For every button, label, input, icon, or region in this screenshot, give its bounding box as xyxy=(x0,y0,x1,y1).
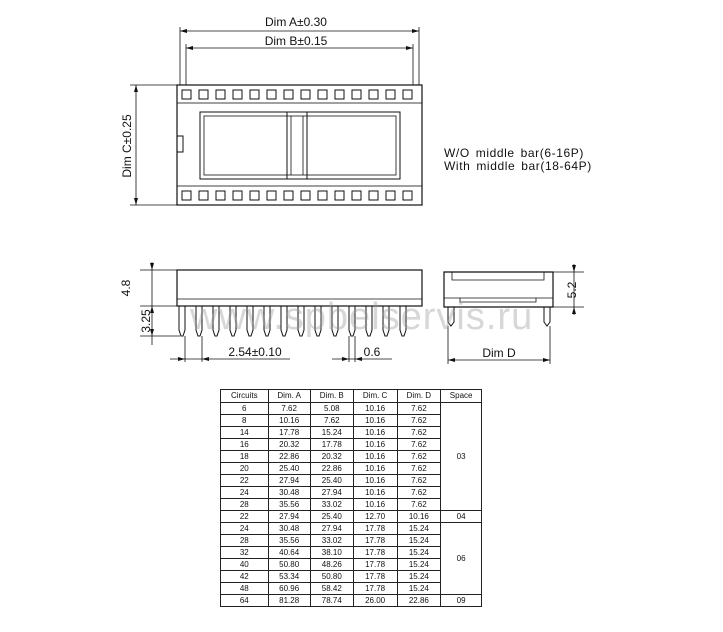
header-dim-b: Dim. B xyxy=(310,390,353,403)
cell: 26.00 xyxy=(353,595,397,607)
contact xyxy=(250,90,259,99)
cell: 10.16 xyxy=(353,463,397,475)
table-row xyxy=(221,595,482,607)
contact xyxy=(318,90,327,99)
cell: 7.62 xyxy=(397,415,441,427)
cell: 24 xyxy=(221,523,269,535)
cell: 28 xyxy=(221,499,269,511)
cell: 22.86 xyxy=(397,595,441,607)
contact xyxy=(403,90,412,99)
cell: 42 xyxy=(221,571,269,583)
cell: 40.64 xyxy=(268,547,310,559)
cell: 38.10 xyxy=(310,547,353,559)
cell: 10.16 xyxy=(353,499,397,511)
contact xyxy=(352,191,361,200)
table-row xyxy=(221,511,482,523)
contact xyxy=(182,191,191,200)
cell: 27.94 xyxy=(268,475,310,487)
cell: 17.78 xyxy=(353,523,397,535)
contact xyxy=(335,191,344,200)
cell: 18 xyxy=(221,451,269,463)
cell: 17.78 xyxy=(353,547,397,559)
contact xyxy=(250,191,259,200)
cell: 78.74 xyxy=(310,595,353,607)
cell: 10.16 xyxy=(353,487,397,499)
cell: 50.80 xyxy=(268,559,310,571)
cell: 22.86 xyxy=(268,451,310,463)
cell: 28 xyxy=(221,535,269,547)
dim-c-label: Dim C±0.25 xyxy=(120,114,134,178)
dim-b-label: Dim B±0.15 xyxy=(264,34,328,48)
contact xyxy=(301,90,310,99)
contact xyxy=(335,90,344,99)
cell: 32 xyxy=(221,547,269,559)
header-dim-c: Dim. C xyxy=(353,390,397,403)
cell: 15.24 xyxy=(397,547,441,559)
cell: 22 xyxy=(221,475,269,487)
contact xyxy=(233,90,242,99)
note-line-2: With middle bar(18-64P) xyxy=(444,159,592,173)
pitch-label: 2.54±0.10 xyxy=(228,345,282,359)
contact xyxy=(386,191,395,200)
header-space: Space xyxy=(441,390,482,403)
note-line-1: W/O middle bar(6-16P) xyxy=(444,146,584,160)
top-view xyxy=(130,27,422,205)
cell: 22.86 xyxy=(310,463,353,475)
cell: 7.62 xyxy=(397,439,441,451)
cell: 7.62 xyxy=(397,487,441,499)
cell: 48.26 xyxy=(310,559,353,571)
cell: 27.94 xyxy=(268,511,310,523)
cell: 48 xyxy=(221,583,269,595)
cell: 7.62 xyxy=(310,415,353,427)
contact xyxy=(386,90,395,99)
table-header-row xyxy=(221,390,482,403)
cell: 27.94 xyxy=(310,523,353,535)
cell: 17.78 xyxy=(353,559,397,571)
contact xyxy=(352,90,361,99)
contact xyxy=(199,90,208,99)
cell: 10.16 xyxy=(353,439,397,451)
contact xyxy=(199,191,208,200)
cell: 10.16 xyxy=(353,451,397,463)
bottom-contact-row xyxy=(177,186,422,205)
cell: 17.78 xyxy=(353,535,397,547)
cell: 25.40 xyxy=(268,463,310,475)
cell: 8 xyxy=(221,415,269,427)
cell: 35.56 xyxy=(268,499,310,511)
cell: 7.62 xyxy=(268,403,310,415)
cell: 12.70 xyxy=(353,511,397,523)
header-circuits: Circuits xyxy=(221,390,269,403)
cell: 7.62 xyxy=(397,499,441,511)
cell: 15.24 xyxy=(397,535,441,547)
height-label: 4.8 xyxy=(119,279,133,297)
space-cell: 06 xyxy=(441,523,482,595)
cell: 25.40 xyxy=(310,475,353,487)
cell: 53.34 xyxy=(268,571,310,583)
cell: 25.40 xyxy=(310,511,353,523)
table-row xyxy=(221,403,482,415)
notes xyxy=(444,147,592,173)
cell: 58.42 xyxy=(310,583,353,595)
dimension-table xyxy=(220,389,482,607)
cell: 7.62 xyxy=(397,475,441,487)
contact xyxy=(284,90,293,99)
contact xyxy=(301,191,310,200)
cell: 6 xyxy=(221,403,269,415)
contact xyxy=(216,191,225,200)
contact xyxy=(403,191,412,200)
cell: 16 xyxy=(221,439,269,451)
space-cell: 09 xyxy=(441,595,482,607)
cell: 10.16 xyxy=(353,427,397,439)
pin-width-label: 0.6 xyxy=(363,345,381,359)
cell: 33.02 xyxy=(310,499,353,511)
cell: 10.16 xyxy=(353,475,397,487)
cell: 7.62 xyxy=(397,403,441,415)
contact xyxy=(233,191,242,200)
cell: 20.32 xyxy=(268,439,310,451)
cell: 30.48 xyxy=(268,523,310,535)
cell: 15.24 xyxy=(397,559,441,571)
cell: 27.94 xyxy=(310,487,353,499)
contact xyxy=(182,90,191,99)
contact xyxy=(267,191,276,200)
cell: 60.96 xyxy=(268,583,310,595)
contact xyxy=(216,90,225,99)
cell: 40 xyxy=(221,559,269,571)
space-cell: 04 xyxy=(441,511,482,523)
cell: 15.24 xyxy=(397,583,441,595)
contact xyxy=(369,90,378,99)
contact xyxy=(284,191,293,200)
cell: 24 xyxy=(221,487,269,499)
cell: 17.78 xyxy=(310,439,353,451)
cell: 7.62 xyxy=(397,427,441,439)
cell: 10.16 xyxy=(268,415,310,427)
cell: 30.48 xyxy=(268,487,310,499)
cell: 64 xyxy=(221,595,269,607)
cell: 10.16 xyxy=(353,415,397,427)
pin-length-label: 3.25 xyxy=(139,309,153,333)
cell: 22 xyxy=(221,511,269,523)
cell: 5.08 xyxy=(310,403,353,415)
cell: 33.02 xyxy=(310,535,353,547)
cell: 14 xyxy=(221,427,269,439)
cell: 17.78 xyxy=(353,583,397,595)
dim-d-label: Dim D xyxy=(482,346,516,360)
header-dim-d: Dim. D xyxy=(397,390,441,403)
cell: 17.78 xyxy=(353,571,397,583)
cell: 17.78 xyxy=(268,427,310,439)
header-dim-a: Dim. A xyxy=(268,390,310,403)
space-cell: 03 xyxy=(441,403,482,511)
cell: 15.24 xyxy=(397,523,441,535)
cell: 10.16 xyxy=(397,511,441,523)
cell: 7.62 xyxy=(397,463,441,475)
top-contact-row xyxy=(177,85,422,103)
cell: 35.56 xyxy=(268,535,310,547)
contact xyxy=(369,191,378,200)
cell: 7.62 xyxy=(397,451,441,463)
table-row xyxy=(221,523,482,535)
contact xyxy=(318,191,327,200)
cell: 15.24 xyxy=(397,571,441,583)
cell: 20.32 xyxy=(310,451,353,463)
dim-a-label: Dim A±0.30 xyxy=(265,15,327,29)
cell: 50.80 xyxy=(310,571,353,583)
cell: 20 xyxy=(221,463,269,475)
contact xyxy=(267,90,276,99)
cell: 81.28 xyxy=(268,595,310,607)
end-height-label: 5.2 xyxy=(565,281,579,299)
cell: 15.24 xyxy=(310,427,353,439)
watermark: www.spbelservis.ru xyxy=(190,296,534,338)
cell: 10.16 xyxy=(353,403,397,415)
